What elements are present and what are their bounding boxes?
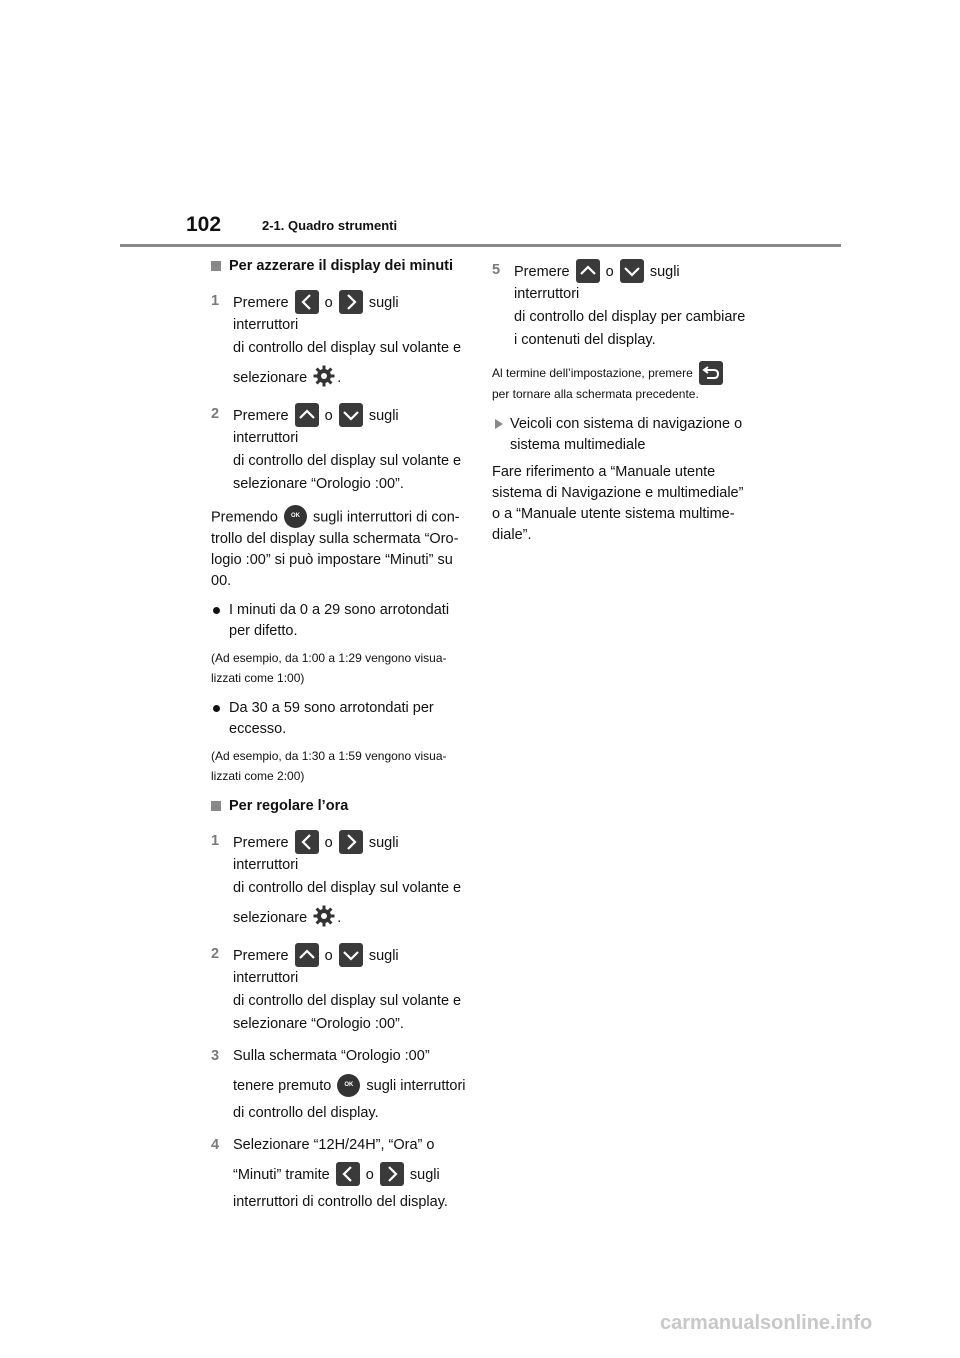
step-3: 3 Sulla schermata “Orologio :00” tenere premuto OK sugli interruttori di controllo del display. <box>211 1048 466 1121</box>
chevron-up-icon <box>576 259 600 283</box>
paragraph: Premendo OK sugli interruttori di con-trollo del display sulla schermata “Oro-logio :00” si può impostare “Minuti” su 00. <box>211 506 466 592</box>
chevron-left-icon <box>295 290 319 314</box>
step-1: 1 Premere o sugli interruttori di controllo del display sul volante e selezionare . <box>211 831 466 933</box>
chevron-right-icon <box>380 1162 404 1186</box>
square-bullet-icon <box>211 801 221 811</box>
right-column <box>492 260 747 554</box>
section-heading: Per regolare l’ora <box>211 796 466 817</box>
chevron-down-icon <box>620 259 644 283</box>
gear-icon <box>312 904 336 928</box>
section-heading: Per azzerare il display dei minuti <box>211 256 466 277</box>
bullet-dot-icon <box>213 607 220 614</box>
chevron-up-icon <box>295 943 319 967</box>
chevron-down-icon <box>339 403 363 427</box>
settings-note: Al termine dell’impostazione, premere per tornare alla schermata precedente. <box>492 362 747 402</box>
ok-button-icon: OK <box>284 505 307 528</box>
sub-heading: Veicoli con sistema di navigazione o sistema multimediale <box>492 414 747 456</box>
chevron-right-icon <box>339 830 363 854</box>
example-note: (Ad esempio, da 1:30 a 1:59 vengono visua-lizzati come 2:00) <box>211 749 447 783</box>
square-bullet-icon <box>211 261 221 271</box>
header-rule <box>120 244 841 247</box>
bullet-dot-icon <box>213 705 220 712</box>
ok-button-icon: OK <box>337 1074 360 1097</box>
left-column <box>211 256 466 1224</box>
step-4: 4 Selezionare “12H/24H”, “Ora” o “Minuti” tramite o sugli interruttori di controllo del display. <box>211 1137 448 1210</box>
paragraph: Fare riferimento a “Manuale utente sistema di Navigazione e multimediale” o a “Manuale utente sistema multime-diale”. <box>492 464 744 543</box>
back-arrow-icon <box>699 361 723 385</box>
list-item: Da 30 a 59 sono arrotondati per eccesso. <box>211 698 466 740</box>
chevron-up-icon <box>295 403 319 427</box>
page-number: 102 <box>186 213 222 236</box>
step-1: 1 Premere o sugli interruttori di controllo del display sul volante e selezionare . <box>211 291 466 393</box>
chevron-left-icon <box>295 830 319 854</box>
example-note: (Ad esempio, da 1:00 a 1:29 vengono visua-lizzati come 1:00) <box>211 651 447 685</box>
chevron-left-icon <box>336 1162 360 1186</box>
watermark: carmanualsonline.info <box>660 1312 873 1334</box>
chevron-right-icon <box>339 290 363 314</box>
step-5: 5 Premere o sugli interruttori di controllo del display per cambiare i contenuti del display. <box>492 260 747 351</box>
triangle-bullet-icon <box>495 419 503 429</box>
step-2: 2 Premere o sugli interruttori di controllo del display sul volante e selezionare “Orologio :00”. <box>211 404 466 495</box>
gear-icon <box>312 364 336 388</box>
list-item: I minuti da 0 a 29 sono arrotondati per difetto. <box>211 600 466 642</box>
chevron-down-icon <box>339 943 363 967</box>
step-2: 2 Premere o sugli interruttori di controllo del display sul volante e selezionare “Orologio :00”. <box>211 944 466 1035</box>
chapter-title: 2-1. Quadro strumenti <box>262 218 398 233</box>
